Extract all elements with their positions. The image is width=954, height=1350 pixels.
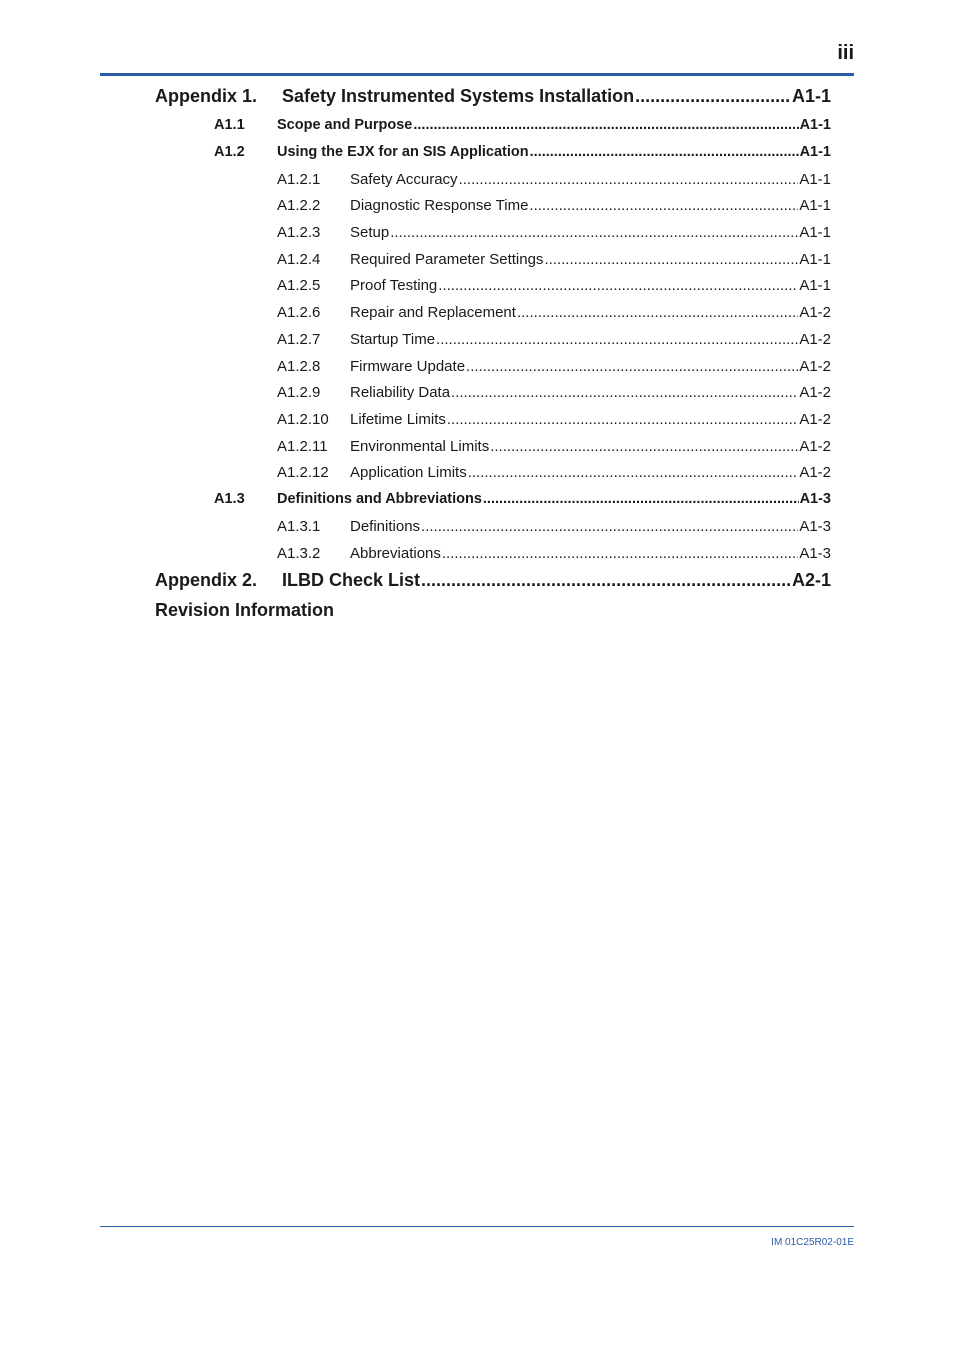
toc-entry-a1-1[interactable] (214, 117, 831, 133)
toc-entry-page: A1-1 (799, 277, 831, 294)
toc-entry-page: A1-3 (799, 491, 831, 507)
toc-entry-title: Diagnostic Response Time (350, 197, 529, 214)
toc-entry-title: Required Parameter Settings (350, 251, 544, 268)
toc-entry-page: A1-3 (799, 518, 831, 535)
toc-entry-number: A1.2.10 (277, 411, 329, 428)
toc-entry-number: A1.3 (214, 491, 245, 507)
toc-entry-number: A1.2.7 (277, 331, 321, 348)
dot-leader (517, 304, 798, 321)
toc-entry-number: A1.2.4 (277, 251, 321, 268)
toc-entry-a1-2-6[interactable] (277, 304, 831, 321)
toc-entry-page: A1-1 (791, 86, 831, 106)
toc-entry-a1-2[interactable] (214, 144, 831, 160)
dot-leader (421, 518, 798, 535)
dot-leader (459, 171, 799, 188)
toc-entry-title: Revision Information (155, 600, 335, 620)
toc-entry-number: A1.3.2 (277, 545, 321, 562)
toc-entry-a1-2-10[interactable] (277, 411, 831, 428)
dot-leader (466, 358, 798, 375)
toc-entry-title: Lifetime Limits (350, 411, 446, 428)
toc-entry-page: A1-2 (799, 358, 831, 375)
toc-entry-a1-3-1[interactable] (277, 518, 831, 535)
dot-leader (483, 491, 799, 507)
toc-entry-page: A1-1 (799, 144, 831, 160)
toc-entry-title: Definitions (350, 518, 421, 535)
toc-entry-appendix-2[interactable] (155, 570, 831, 591)
toc-entry-number: A1.2.5 (277, 277, 321, 294)
toc-entry-number: A1.2.3 (277, 224, 321, 241)
toc-entry-title: Repair and Replacement (350, 304, 516, 321)
toc-entry-title: Definitions and Abbreviations (277, 491, 482, 507)
toc-entry-page: A1-1 (799, 224, 831, 241)
toc-entry-number: Appendix 1. (155, 86, 258, 106)
toc-entry-a1-2-3[interactable] (277, 224, 831, 241)
toc-entry-number: A1.2.1 (277, 171, 321, 188)
toc-entry-page: A1-1 (799, 197, 831, 214)
dot-leader (490, 438, 798, 455)
dot-leader (447, 411, 798, 428)
toc-entry-page: A2-1 (791, 570, 831, 590)
toc-entry-page: A1-2 (799, 331, 831, 348)
dot-leader (530, 144, 799, 160)
footer-rule (100, 1226, 854, 1227)
toc-entry-number: A1.2.12 (277, 464, 329, 481)
toc-entry-title: Scope and Purpose (277, 117, 413, 133)
dot-leader (413, 117, 798, 133)
toc-entry-a1-2-2[interactable] (277, 197, 831, 214)
toc-entry-a1-2-4[interactable] (277, 251, 831, 268)
toc-entry-page: A1-1 (799, 171, 831, 188)
toc-entry-number: A1.2.9 (277, 384, 321, 401)
dot-leader (390, 224, 798, 241)
dot-leader (436, 331, 798, 348)
toc-entry-revision-information[interactable] (155, 600, 831, 621)
toc-entry-title: Safety Accuracy (350, 171, 458, 188)
dot-leader (468, 464, 799, 481)
dot-leader (421, 570, 791, 591)
toc-entry-page: A1-2 (799, 304, 831, 321)
toc-entry-title: Proof Testing (350, 277, 438, 294)
document-id: IM 01C25R02-01E (771, 1237, 854, 1248)
toc-entry-page: A1-2 (799, 384, 831, 401)
toc-entry-number: A1.2.6 (277, 304, 321, 321)
toc-entry-page: A1-2 (799, 438, 831, 455)
dot-leader (544, 251, 798, 268)
header-rule (100, 73, 854, 76)
toc-entry-title: Application Limits (350, 464, 467, 481)
page-number: iii (837, 42, 854, 64)
toc-entry-a1-3[interactable] (214, 491, 831, 507)
dot-leader (451, 384, 798, 401)
dot-leader (442, 545, 798, 562)
toc-entry-number: A1.3.1 (277, 518, 321, 535)
toc-entry-title: Reliability Data (350, 384, 451, 401)
toc-entry-a1-2-9[interactable] (277, 384, 831, 401)
dot-leader (529, 197, 798, 214)
dot-leader (438, 277, 798, 294)
toc-entry-number: A1.2.8 (277, 358, 321, 375)
toc-entry-appendix-1[interactable] (155, 86, 831, 107)
toc-entry-number: A1.2.2 (277, 197, 321, 214)
toc-entry-a1-2-11[interactable] (277, 438, 831, 455)
toc-entry-page: A1-2 (799, 411, 831, 428)
toc-entry-a1-2-12[interactable] (277, 464, 831, 481)
toc-entry-number: A1.1 (214, 117, 245, 133)
toc-entry-title: ILBD Check List (282, 570, 421, 590)
toc-entry-number: A1.2.11 (277, 438, 328, 455)
toc-entry-page: A1-1 (799, 117, 831, 133)
toc-entry-a1-2-8[interactable] (277, 358, 831, 375)
toc-entry-number: Appendix 2. (155, 570, 258, 590)
toc-entry-title: Startup Time (350, 331, 436, 348)
dot-leader (635, 86, 791, 107)
toc-entry-page: A1-1 (799, 251, 831, 268)
toc-entry-title: Abbreviations (350, 545, 441, 562)
toc-entry-a1-2-5[interactable] (277, 277, 831, 294)
toc-entry-a1-2-1[interactable] (277, 171, 831, 188)
toc-entry-number: A1.2 (214, 144, 245, 160)
toc-entry-a1-3-2[interactable] (277, 545, 831, 562)
toc-entry-title: Firmware Update (350, 358, 466, 375)
toc-entry-page: A1-2 (799, 464, 831, 481)
toc-entry-title: Safety Instrumented Systems Installation (282, 86, 635, 106)
toc-entry-a1-2-7[interactable] (277, 331, 831, 348)
toc-entry-page: A1-3 (799, 545, 831, 562)
toc-entry-title: Using the EJX for an SIS Application (277, 144, 529, 160)
toc-entry-title: Environmental Limits (350, 438, 490, 455)
toc-entry-title: Setup (350, 224, 390, 241)
